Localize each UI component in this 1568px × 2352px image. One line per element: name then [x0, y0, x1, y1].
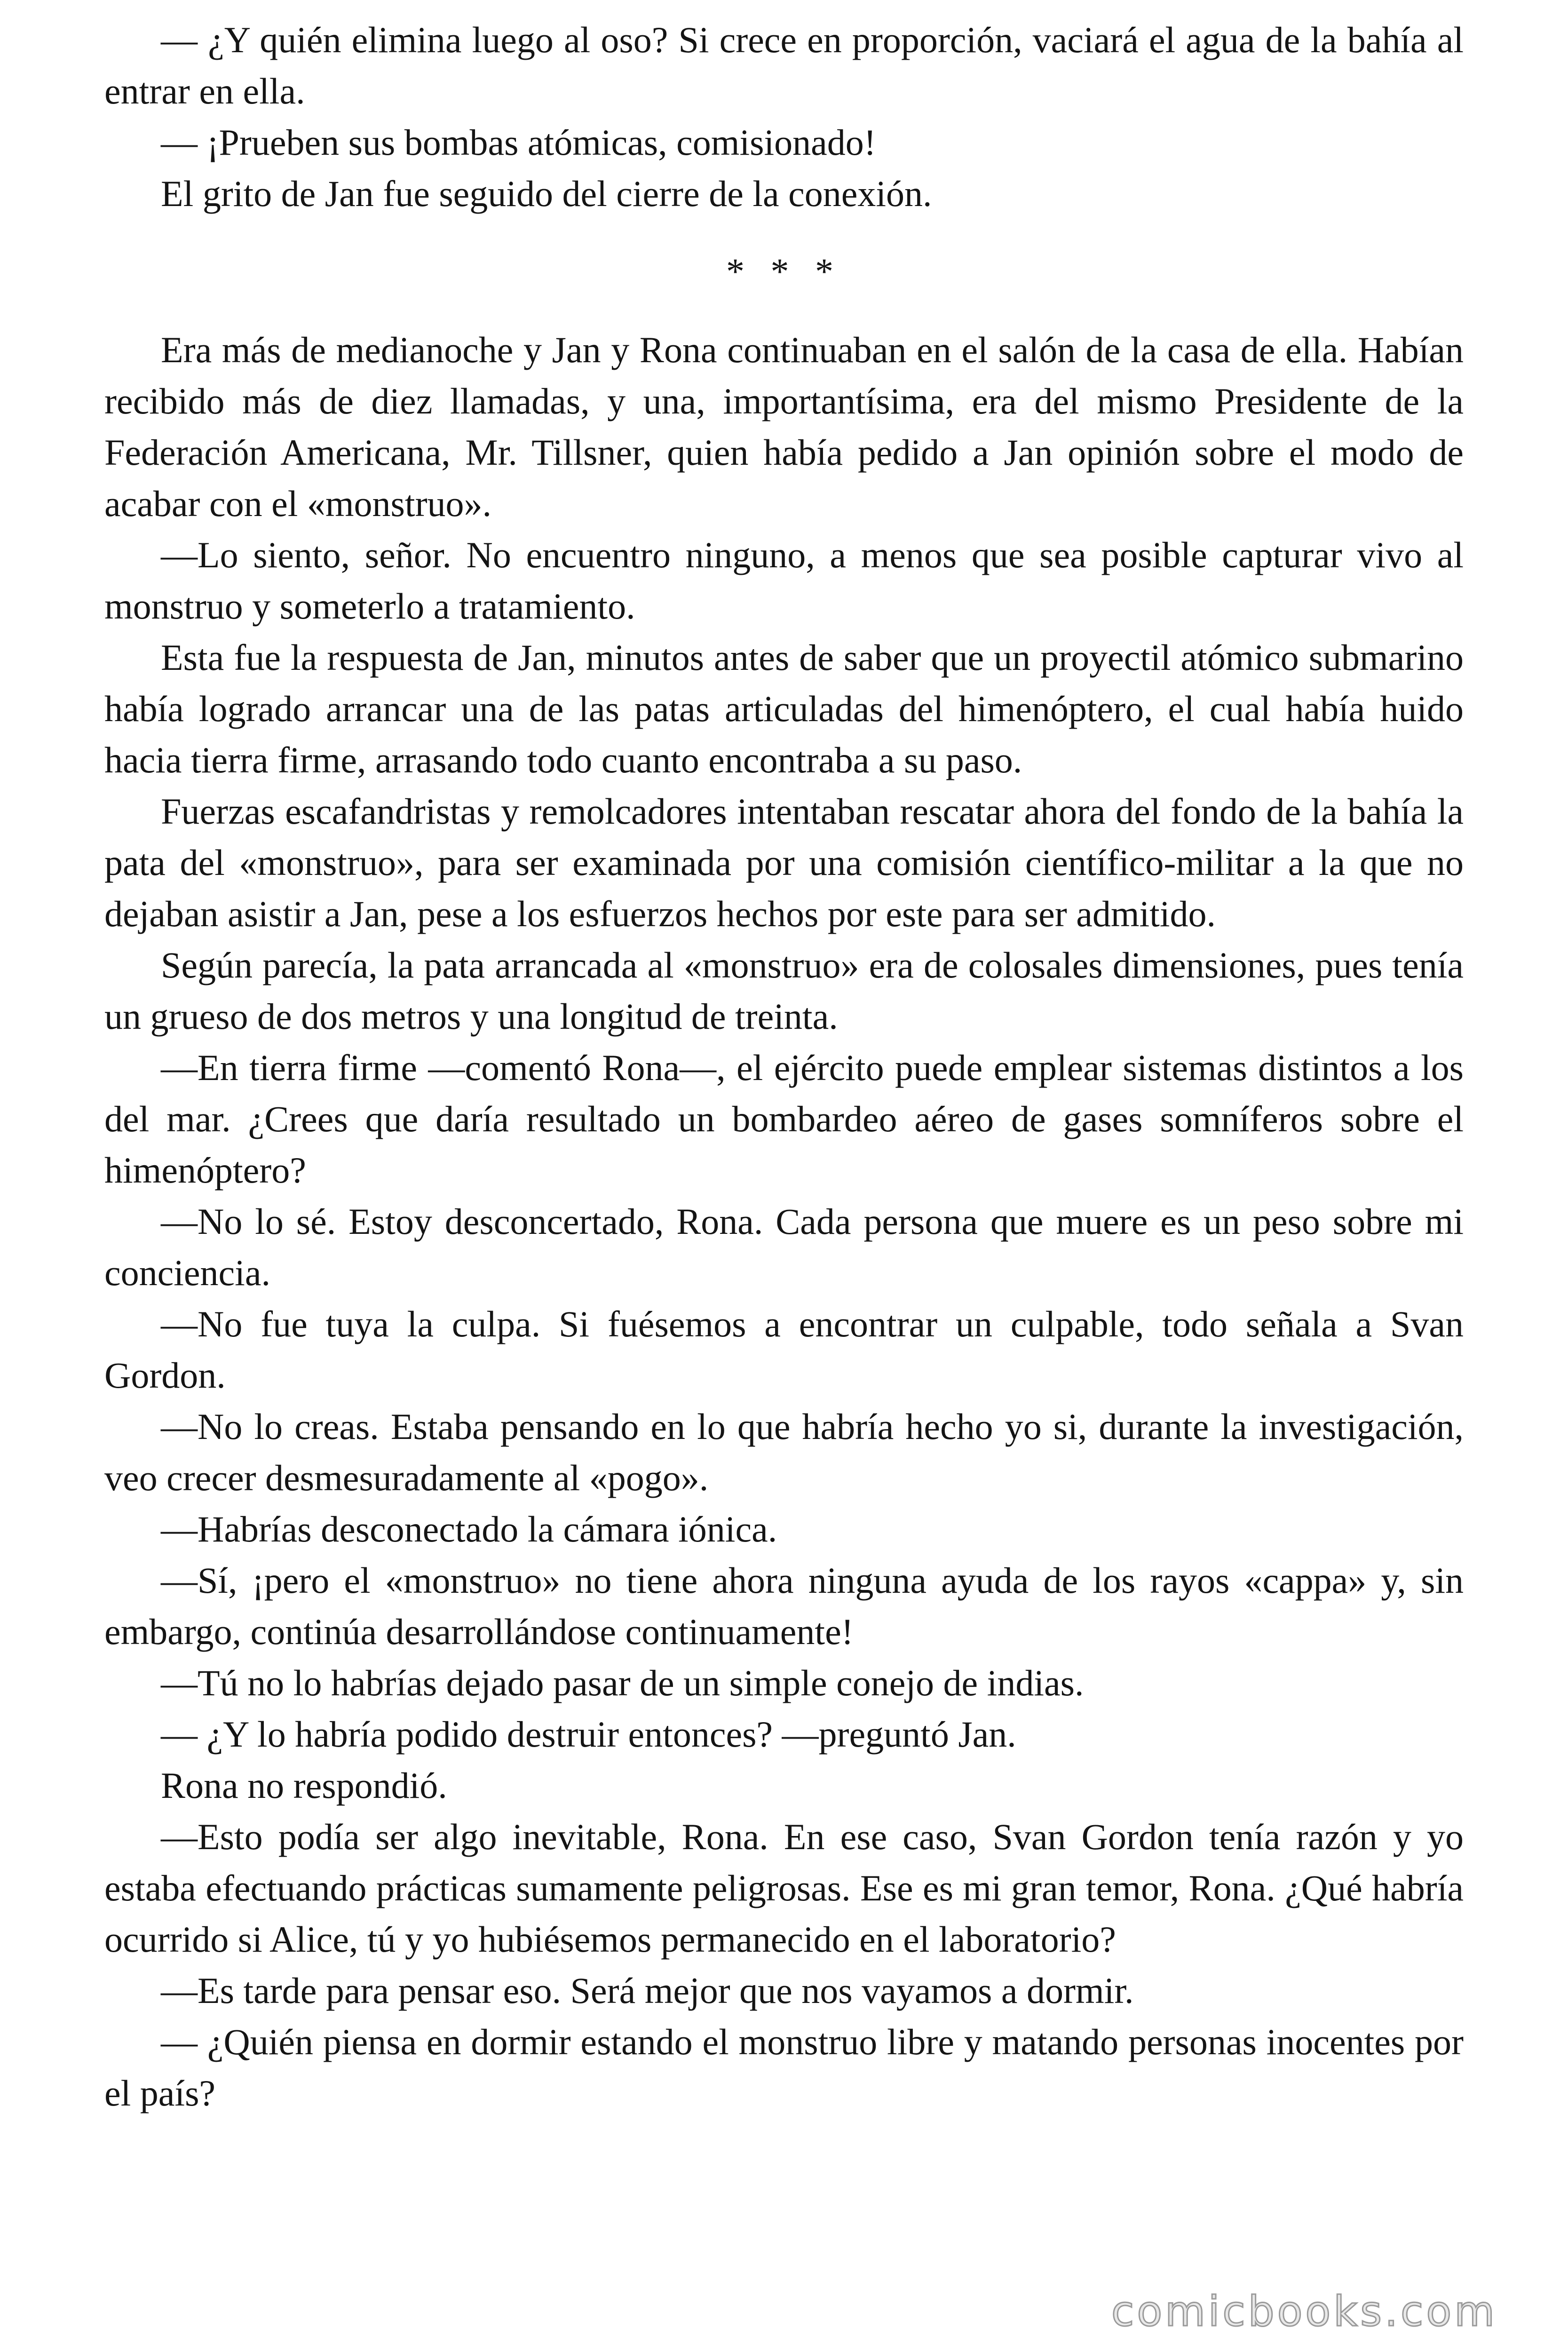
paragraph: — ¿Quién piensa en dormir estando el monstruo libre y matando personas inocentes por el país? — [104, 2021, 1464, 2114]
paragraph: —No fue tuya la culpa. Si fuésemos a encontrar un culpable, todo señala a Svan Gordon. — [104, 1303, 1464, 1396]
paragraph: —Esto podía ser algo inevitable, Rona. En ese caso, Svan Gordon tenía razón y yo estaba efectuando prácticas sumamente peligrosas. Ese es mi gran temor, Rona. ¿Qué habría ocurrido si Alice, tú y yo hubiésemos permanecido en el laboratorio? — [104, 1816, 1464, 1960]
paragraph: Según parecía, la pata arrancada al «monstruo» era de colosales dimensiones, pues tenía un grueso de dos metros y una longitud de treinta. — [104, 945, 1464, 1037]
paragraph: —Lo siento, señor. No encuentro ninguno, a menos que sea posible capturar vivo al monstruo y someterlo a tratamiento. — [104, 534, 1464, 627]
paragraph: Era más de medianoche y Jan y Rona continuaban en el salón de la casa de ella. Habían recibido más de diez llamadas, y una, importantísima, era del mismo Presidente de la Federación Americana, Mr. Tillsner, quien había pedido a Jan opinión sobre el modo de acabar con el «monstruo». — [104, 329, 1464, 524]
book-page — [104, 14, 1464, 2119]
paragraph: Rona no respondió. — [161, 1765, 447, 1806]
paragraph: —Es tarde para pensar eso. Será mejor que nos vayamos a dormir. — [161, 1970, 1134, 2011]
paragraph: —No lo creas. Estaba pensando en lo que habría hecho yo si, durante la investigación, veo crecer desmesuradamente al «pogo». — [104, 1406, 1464, 1498]
paragraph: — ¿Y quién elimina luego al oso? Si crece en proporción, vaciará el agua de la bahía al entrar en ella. — [104, 19, 1464, 111]
paragraph: —No lo sé. Estoy desconcertado, Rona. Cada persona que muere es un peso sobre mi conciencia. — [104, 1201, 1464, 1293]
paragraph: — ¿Y lo habría podido destruir entonces? —preguntó Jan. — [161, 1714, 1016, 1755]
paragraph: —Tú no lo habrías dejado pasar de un simple conejo de indias. — [161, 1662, 1084, 1703]
paragraph: — ¡Prueben sus bombas atómicas, comisionado! — [161, 122, 876, 163]
watermark: comicbooks.com — [1111, 2287, 1497, 2336]
paragraph: Fuerzas escafandristas y remolcadores intentaban rescatar ahora del fondo de la bahía la pata del «monstruo», para ser examinada por una comisión científico-militar a la que no dejaban asistir a Jan, pese a los esfuerzos hechos por este para ser admitido. — [104, 791, 1464, 934]
paragraph: Esta fue la respuesta de Jan, minutos antes de saber que un proyectil atómico submarino había logrado arrancar una de las patas articuladas del himenóptero, el cual había huido hacia tierra firme, arrasando todo cuanto encontraba a su paso. — [104, 637, 1464, 780]
paragraph: El grito de Jan fue seguido del cierre de la conexión. — [161, 173, 932, 214]
paragraph: —En tierra firme —comentó Rona—, el ejército puede emplear sistemas distintos a los del mar. ¿Crees que daría resultado un bombardeo aéreo de gases somníferos sobre el himenóptero? — [104, 1047, 1464, 1191]
paragraph: —Sí, ¡pero el «monstruo» no tiene ahora ninguna ayuda de los rayos «cappa» y, sin embargo, continúa desarrollándose continuamente! — [104, 1560, 1464, 1652]
section-separator: * * * — [726, 251, 842, 292]
paragraph: —Habrías desconectado la cámara iónica. — [161, 1509, 777, 1549]
